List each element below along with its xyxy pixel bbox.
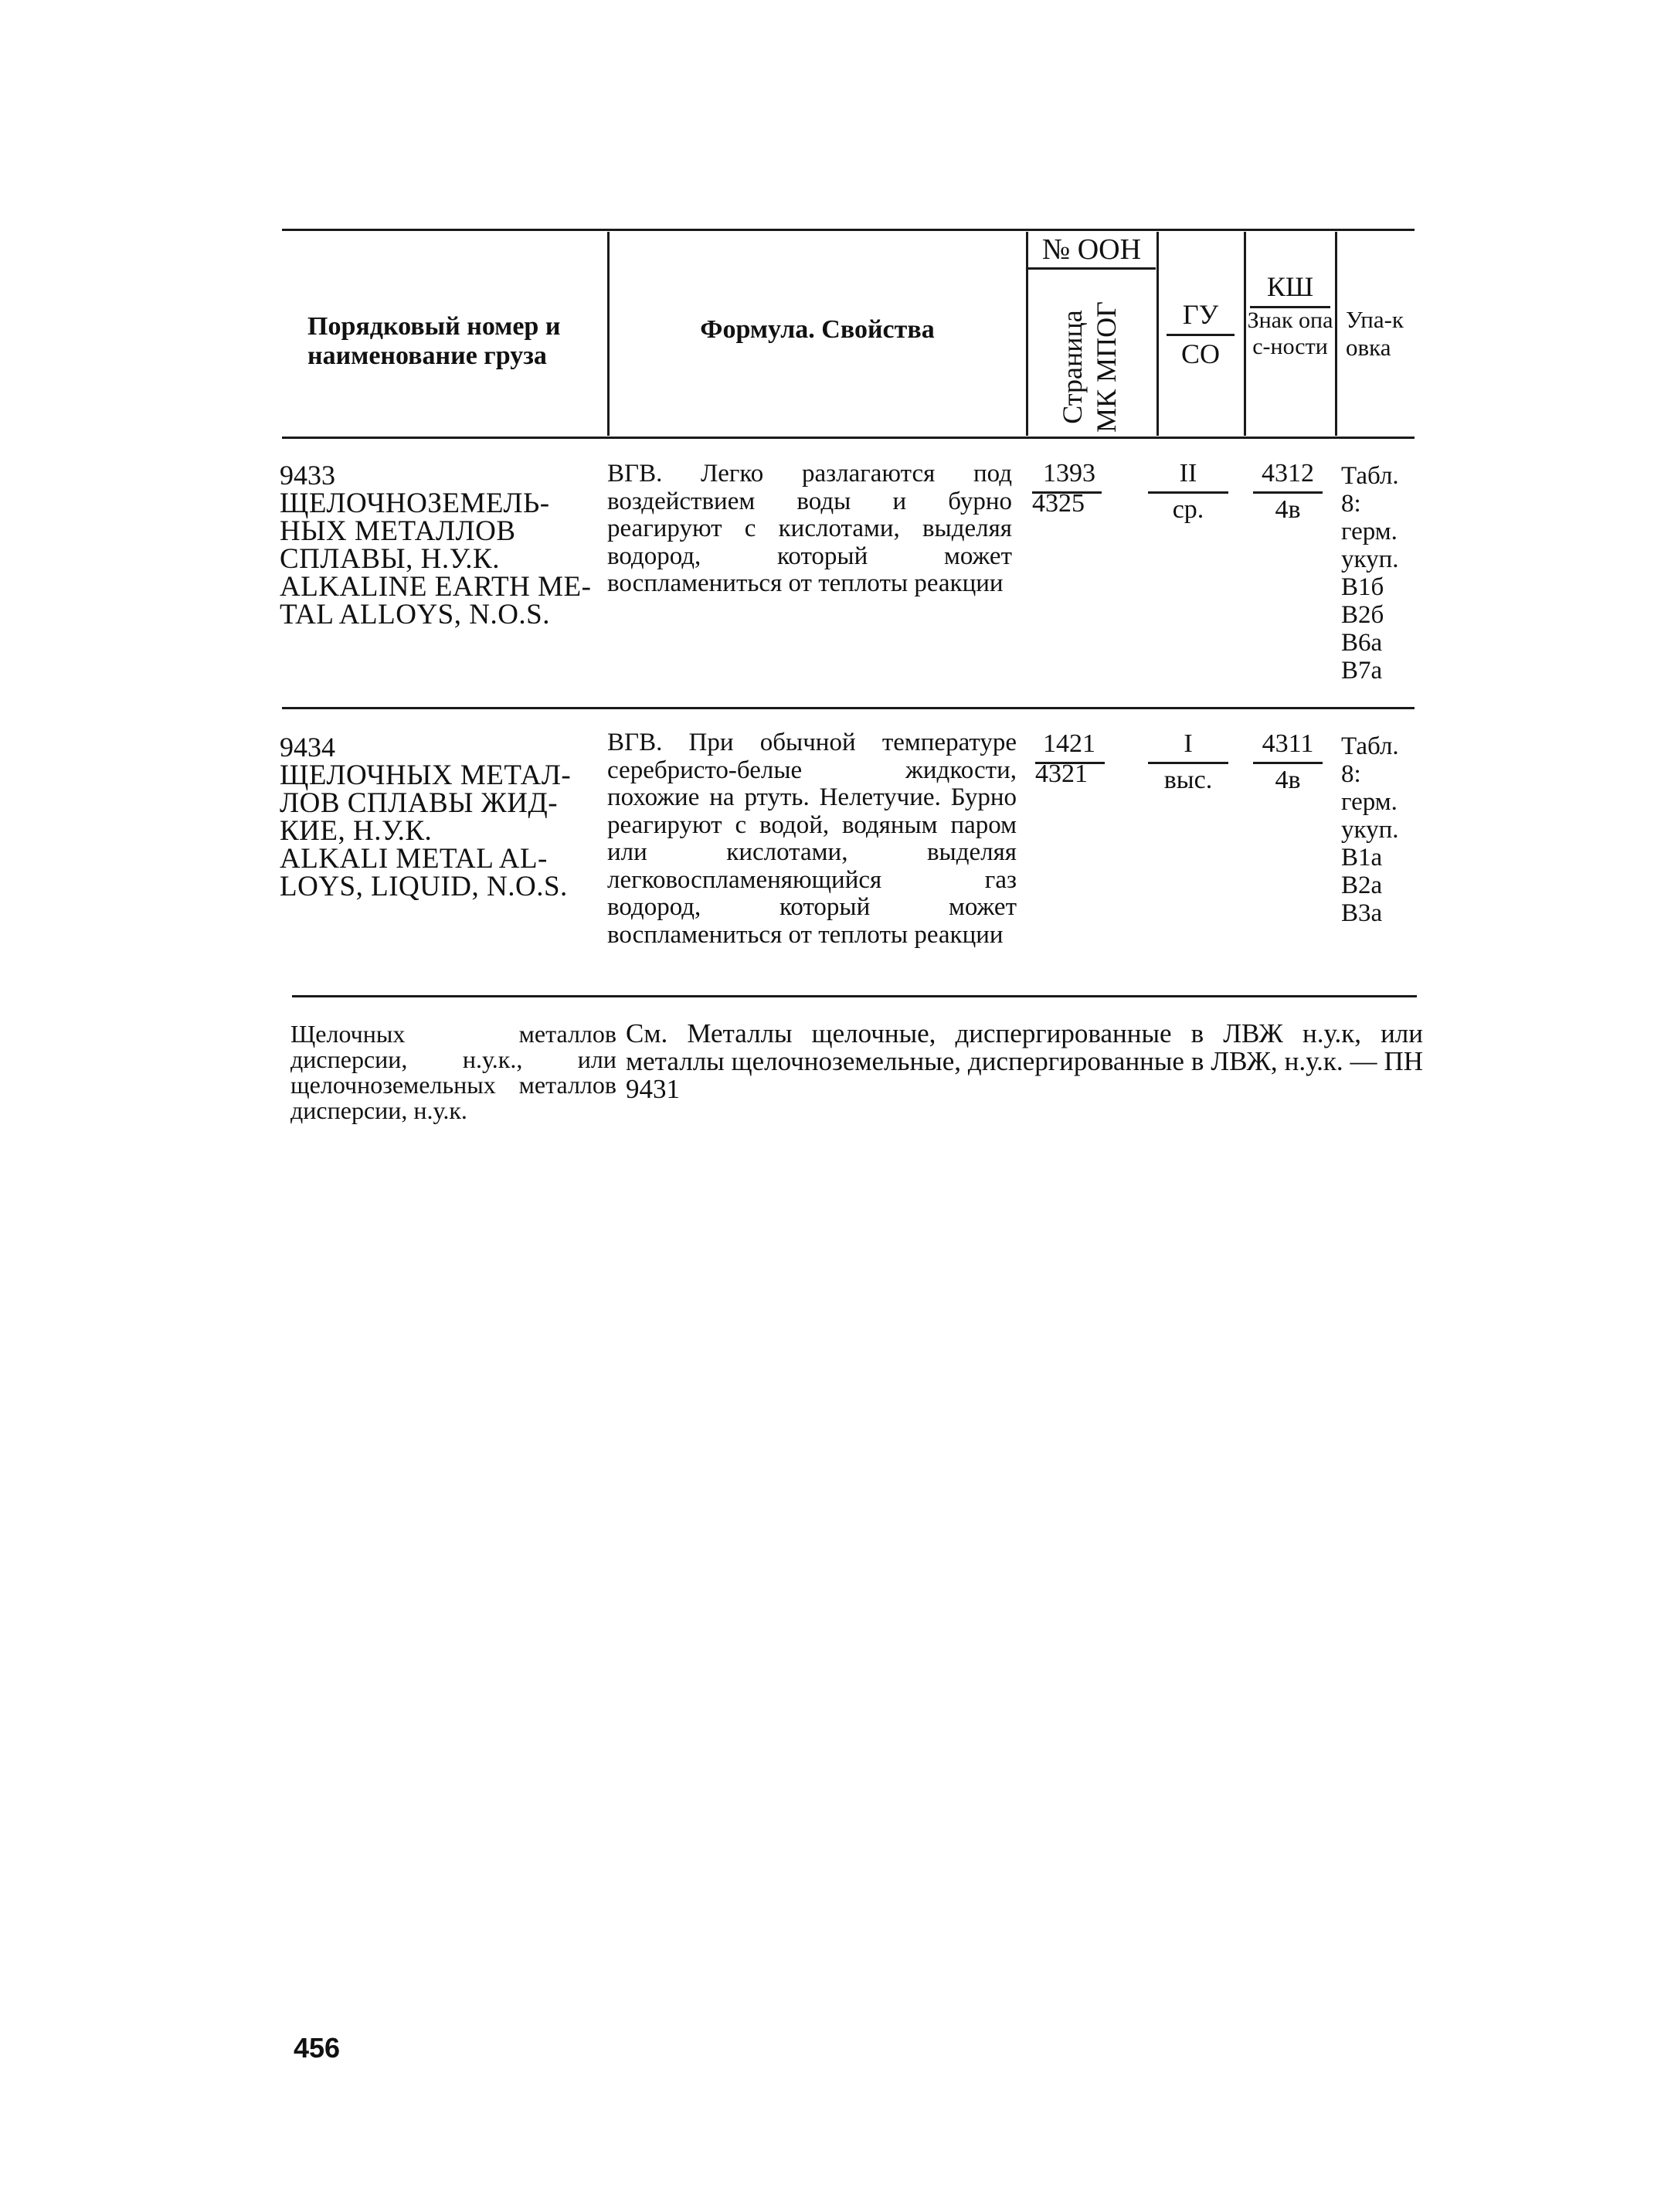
- header-gu: ГУ: [1182, 299, 1219, 330]
- table-bottom-rule: [292, 995, 1417, 997]
- table-top-rule: [282, 229, 1415, 231]
- row-2-un-page: 4321: [1035, 759, 1088, 788]
- header-ksh-sign: Знак опас-ности: [1247, 308, 1333, 359]
- row-2-name: ЩЕЛОЧНЫХ МЕТАЛ- ЛОВ СПЛАВЫ ЖИД- КИЕ, Н.У.К. ALKALI METAL AL- LOYS, LIQUID, N.O.S.: [280, 759, 572, 902]
- header-gu-co: [1167, 298, 1235, 370]
- row-2-packing: Табл. 8: герм. укуп. В1а В2а В3а: [1341, 732, 1399, 927]
- row-1-hazard-sign: 4в: [1275, 495, 1301, 524]
- row-1-gu: [1148, 459, 1228, 525]
- row-1-ksh-value: 4312: [1262, 459, 1314, 488]
- row-2-properties: ВГВ. При обычной температуре серебристо-белые жидкости, похожие на ртуть. Нелетучие. Бурно реагируют с водой, водяным паром или кислотами, выделяя легковоспламеняющийся газ водород, который может воспламениться от теплоты реакции: [607, 729, 1017, 949]
- row-2-hazard-sign: 4в: [1275, 766, 1301, 794]
- header-divider-4: [1244, 232, 1246, 436]
- row-1-id: 9433: [280, 460, 335, 491]
- header-name: Порядковый номер и наименование груза: [307, 312, 561, 370]
- header-divider-1: [607, 232, 610, 436]
- row-1-gu-value: II: [1179, 459, 1197, 488]
- row-1-properties: ВГВ. Легко разлагаются под воздействием воды и бурно реагируют с кислотами, выделяя водород, который может воспламениться от теплоты реакции: [607, 460, 1012, 597]
- row-1-ksh: [1253, 459, 1323, 525]
- footnote-term: Щелочных металлов дисперсии, н.у.к., или щелочноземельных металлов дисперсии, н.у.к.: [290, 1020, 616, 1124]
- header-un-number: № ООН: [1041, 233, 1142, 266]
- header-co: СО: [1180, 338, 1220, 369]
- header-pack: Упа-ковка: [1346, 306, 1404, 361]
- row-1-packing: Табл. 8: герм. укуп. В1б В2б В6а В7а: [1341, 462, 1399, 685]
- row-1-name: ЩЕЛОЧНОЗЕМЕЛЬ- НЫХ МЕТАЛЛОВ СПЛАВЫ, Н.У.К. ALKALINE EARTH ME- TAL ALLOYS, N.O.S.: [280, 488, 592, 630]
- row-1-un-page: 4325: [1032, 489, 1085, 518]
- footnote-reference: См. Металлы щелочные, диспергированные в ЛВЖ н.у.к, или металлы щелочноземельные, диспергированные в ЛВЖ, н.у.к. — ПН 9431: [626, 1018, 1423, 1104]
- header-ksh-top: КШ: [1266, 271, 1314, 302]
- row-2-co-value: выс.: [1163, 766, 1213, 794]
- un-subheader-rule: [1027, 267, 1156, 270]
- header-divider-5: [1335, 232, 1337, 436]
- row-1-un-number: 1393: [1043, 459, 1095, 488]
- row-separator: [282, 707, 1415, 709]
- header-formula: Формула. Свойства: [700, 315, 935, 344]
- row-2-un: [1035, 729, 1111, 789]
- row-2-ksh: [1253, 729, 1323, 795]
- row-2-gu-value: I: [1184, 729, 1193, 758]
- row-2-ksh-value: 4311: [1262, 729, 1314, 758]
- header-divider-3: [1156, 232, 1159, 436]
- header-bottom-rule: [282, 437, 1415, 439]
- page-number: 456: [294, 2032, 341, 2064]
- row-1-un: [1032, 459, 1108, 518]
- header-ksh: [1250, 270, 1330, 308]
- row-2-un-number: 1421: [1043, 729, 1095, 758]
- header-divider-2: [1026, 232, 1028, 436]
- row-2-id: 9434: [280, 732, 335, 763]
- row-2-gu: [1148, 729, 1228, 795]
- row-1-co-value: ср.: [1172, 495, 1204, 524]
- header-un-page: Страница МК МПОГ: [1057, 301, 1122, 433]
